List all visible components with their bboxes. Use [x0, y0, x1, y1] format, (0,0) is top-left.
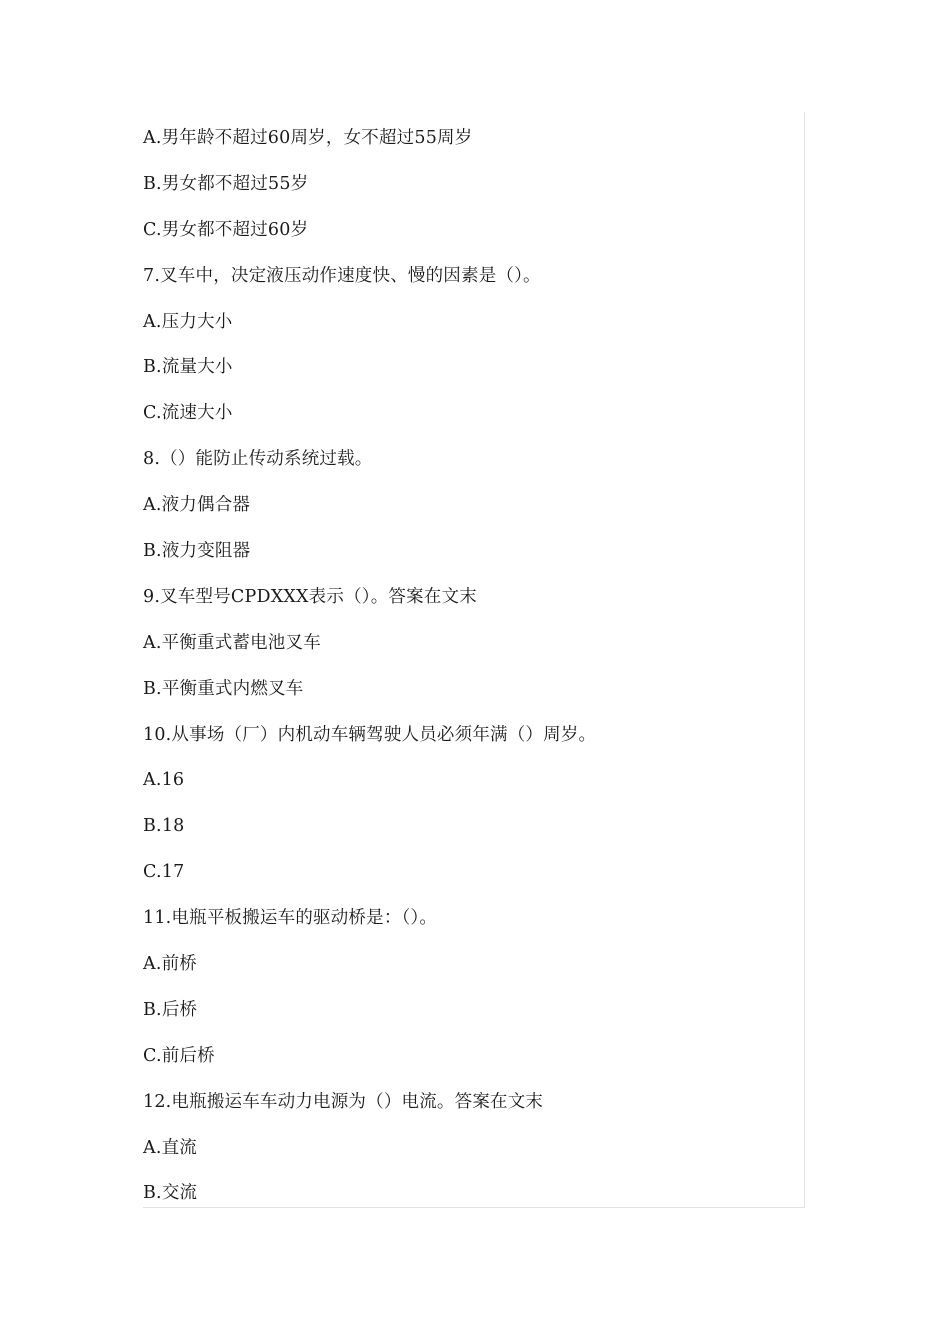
- option-line: A.男年龄不超过60周岁，女不超过55周岁: [143, 128, 473, 148]
- option-line: B.交流: [143, 1183, 198, 1204]
- question-line: 9.叉车型号CPDXXX表示（）。答案在文末: [143, 586, 477, 607]
- question-line: 11.电瓶平板搬运车的驱动桥是：（）。: [143, 908, 438, 929]
- question-line: 8.（）能防止传动系统过载。: [143, 449, 373, 470]
- option-line: C.17: [143, 862, 185, 883]
- option-line: B.液力变阻器: [143, 541, 251, 562]
- question-list: [143, 123, 596, 1224]
- option-line: A.液力偶合器: [143, 495, 251, 516]
- option-line: B.平衡重式内燃叉车: [143, 678, 304, 699]
- option-line: A.16: [143, 770, 185, 791]
- option-line: C.前后桥: [143, 1045, 215, 1066]
- option-line: A.压力大小: [143, 311, 233, 332]
- option-line: A.直流: [143, 1137, 198, 1158]
- option-line: B.男女都不超过55岁: [143, 173, 309, 194]
- question-line: 10.从事场（厂）内机动车辆驾驶人员必须年满（）周岁。: [143, 724, 597, 745]
- option-line: A.前桥: [143, 954, 198, 975]
- option-line: B.后桥: [143, 999, 198, 1020]
- question-line: 12.电瓶搬运车车动力电源为（）电流。答案在文末: [143, 1091, 544, 1112]
- option-line: B.流量大小: [143, 357, 233, 378]
- question-line: 7.叉车中，决定液压动作速度快、慢的因素是（）。: [143, 265, 541, 286]
- option-line: A.平衡重式蓄电池叉车: [143, 632, 321, 653]
- option-line: B.18: [143, 816, 185, 837]
- option-line: C.流速大小: [143, 403, 233, 424]
- option-line: C.男女都不超过60岁: [143, 219, 309, 240]
